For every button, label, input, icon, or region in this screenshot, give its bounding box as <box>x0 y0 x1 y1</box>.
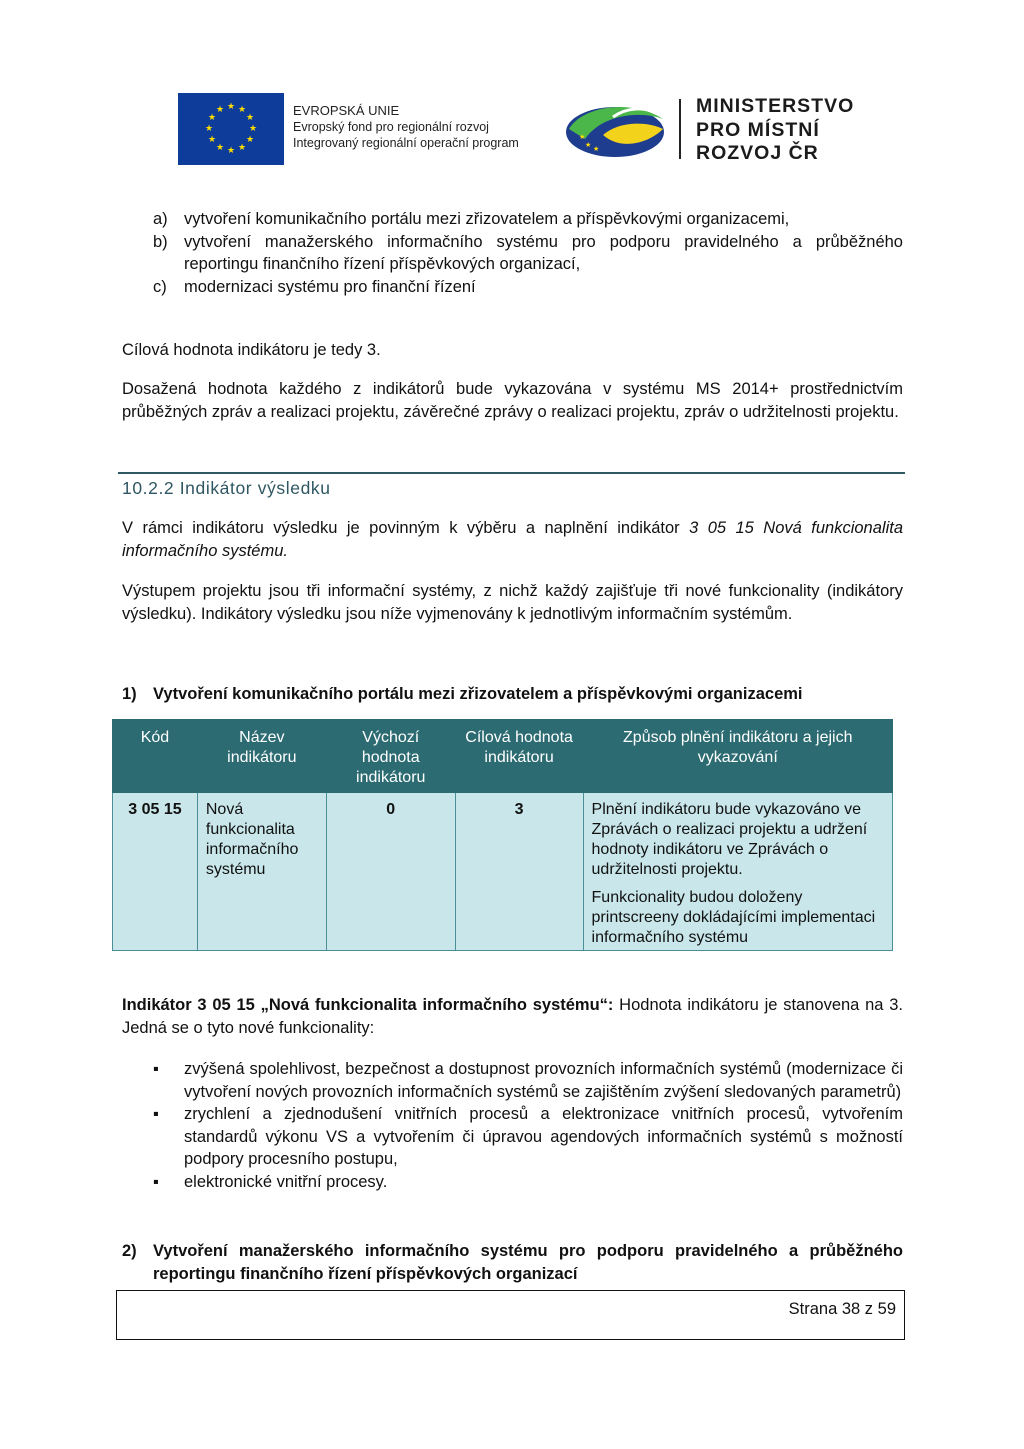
eu-stars-icon <box>178 93 284 165</box>
indicator-paragraph <box>122 994 903 1039</box>
page-footer <box>116 1290 905 1340</box>
list-item-text: vytvoření komunikačního portálu mezi zřizovatelem a příspěvkovými organizacemi, <box>184 210 790 228</box>
functionality-list <box>153 1058 903 1193</box>
heading-portal <box>122 683 903 706</box>
mmr-line-1: MINISTERSTVO <box>696 95 855 117</box>
output-paragraph: Výstupem projektu jsou tři informační systémy, z nichž každý zajišťuje tři nové funkcionality (indikátory výsledku). Indikátory výsledku jsou níže vyjmenovány k jednotlivým informačním systémům. <box>122 582 903 623</box>
cell-initial: 0 <box>326 793 455 951</box>
eu-caption <box>293 103 519 151</box>
result-paragraph <box>122 517 903 562</box>
heading-management-system <box>122 1240 903 1285</box>
svg-text:★: ★ <box>215 105 225 115</box>
section-rule <box>118 472 905 474</box>
bullet-text: zvýšená spolehlivost, bezpečnost a dostupnost provozních informačních systémů (modernizace či vytvoření nových provozních informačních systémů se zajištěním zvýšení sledovaných parametrů) <box>184 1060 903 1101</box>
svg-text:★: ★ <box>226 102 236 112</box>
list-item <box>153 208 903 231</box>
list-item <box>153 276 903 299</box>
svg-text:★: ★ <box>585 141 592 149</box>
list-marker: b) <box>153 232 168 251</box>
cell-name: Nová funkcionalita informačního systému <box>197 793 326 951</box>
column-header: Způsob plnění indikátoru a jejich vykazování <box>583 720 892 793</box>
eu-programme: Integrovaný regionální operační program <box>293 136 519 150</box>
result-indicator-name: 3 05 15 Nová funkcionalita informačního systému. <box>122 519 903 560</box>
eu-flag-logo <box>178 93 284 165</box>
svg-text:★: ★ <box>207 135 217 145</box>
column-header: Kód <box>113 720 198 793</box>
heading-number: 1) <box>122 685 137 703</box>
mmr-line-3: ROZVOJ ČR <box>696 142 819 164</box>
method-text-1: Plnění indikátoru bude vykazováno ve Zprávách o realizaci projektu a udržení hodnoty indikátoru ve Zprávách o udržitelnosti projektu. <box>591 801 868 878</box>
indicator-label: Indikátor 3 05 15 „Nová funkcionalita informačního systému“: <box>122 996 614 1014</box>
column-header: Výchozí hodnota indikátoru <box>326 720 455 793</box>
eu-title: EVROPSKÁ UNIE <box>293 103 400 118</box>
svg-text:★: ★ <box>248 124 258 134</box>
indicator-text: Hodnota indikátoru je stanovena na 3. Jedná se o tyto nové funkcionality: <box>122 996 903 1037</box>
bullet-item <box>153 1103 903 1171</box>
mmr-line-2: PRO MÍSTNÍ <box>696 118 820 141</box>
reporting-paragraph: Dosažená hodnota každého z indikátorů bude vykazována v systému MS 2014+ prostřednictvím průběžných zpráv a realizaci projektu, závěrečné zprávy o realizaci projektu, zpráv o udržitelnosti projektu. <box>122 380 903 421</box>
bullet-icon: ▪ <box>153 1172 159 1191</box>
svg-text:★: ★ <box>207 113 217 123</box>
eu-fund: Evropský fond pro regionální rozvoj <box>293 120 489 134</box>
list-item-text: vytvoření manažerského informačního systému pro podporu pravidelného a průběžného reportingu finančního řízení příspěvkových organizací, <box>184 232 903 273</box>
table-header-row <box>113 720 893 793</box>
table-row <box>113 793 893 951</box>
mmr-caption <box>696 95 854 166</box>
method-text-2: Funkcionality budou doloženy printscreeny dokládajícími implementaci informačního systému <box>591 889 876 946</box>
cell-code: 3 05 15 <box>113 793 198 951</box>
svg-text:★: ★ <box>237 143 247 153</box>
svg-text:★: ★ <box>245 113 255 123</box>
bullet-item <box>153 1058 903 1103</box>
mmr-emblem-icon <box>563 99 667 161</box>
bullet-icon: ▪ <box>153 1105 159 1123</box>
column-header: Cílová hodnota indikátoru <box>455 720 583 793</box>
bullet-text: elektronické vnitřní procesy. <box>184 1172 388 1191</box>
logo-divider <box>679 99 681 159</box>
cell-target: 3 <box>455 793 583 951</box>
svg-text:★: ★ <box>579 133 586 141</box>
heading-number: 2) <box>122 1242 137 1260</box>
list-marker: c) <box>153 277 167 296</box>
bullet-item <box>153 1171 903 1194</box>
bullet-icon: ▪ <box>153 1060 159 1078</box>
heading-text: Vytvoření komunikačního portálu mezi zřizovatelem a příspěvkovými organizacemi <box>153 685 803 703</box>
mmr-logo <box>563 99 667 161</box>
bullet-text: zrychlení a zjednodušení vnitřních procesů a elektronizace vnitřních procesů, vytvořením standardů výkonu VS a vytvořením či úpravou agendových informačních systémů s možností podpory procesního postupu, <box>184 1105 903 1168</box>
svg-text:★: ★ <box>226 146 236 156</box>
svg-text:★: ★ <box>215 143 225 153</box>
heading-text: Vytvoření manažerského informačního systému pro podporu pravidelného a průběžného reportingu finančního řízení příspěvkových organizací <box>153 1242 903 1283</box>
goals-list <box>153 208 903 298</box>
column-header: Název indikátoru <box>197 720 326 793</box>
target-paragraph: Cílová hodnota indikátoru je tedy 3. <box>122 341 381 359</box>
svg-text:★: ★ <box>237 105 247 115</box>
indicator-table <box>112 719 893 951</box>
list-marker: a) <box>153 210 168 228</box>
result-text: V rámci indikátoru výsledku je povinným k výběru a naplnění indikátor <box>122 519 690 537</box>
svg-text:★: ★ <box>204 124 214 134</box>
svg-text:★: ★ <box>245 135 255 145</box>
page-number: Strana 38 z 59 <box>788 1300 896 1318</box>
list-item <box>153 231 903 276</box>
svg-text:★: ★ <box>593 145 600 153</box>
list-item-text: modernizaci systému pro finanční řízení <box>184 277 476 296</box>
cell-method <box>583 793 892 951</box>
section-heading: 10.2.2 Indikátor výsledku <box>122 478 331 498</box>
